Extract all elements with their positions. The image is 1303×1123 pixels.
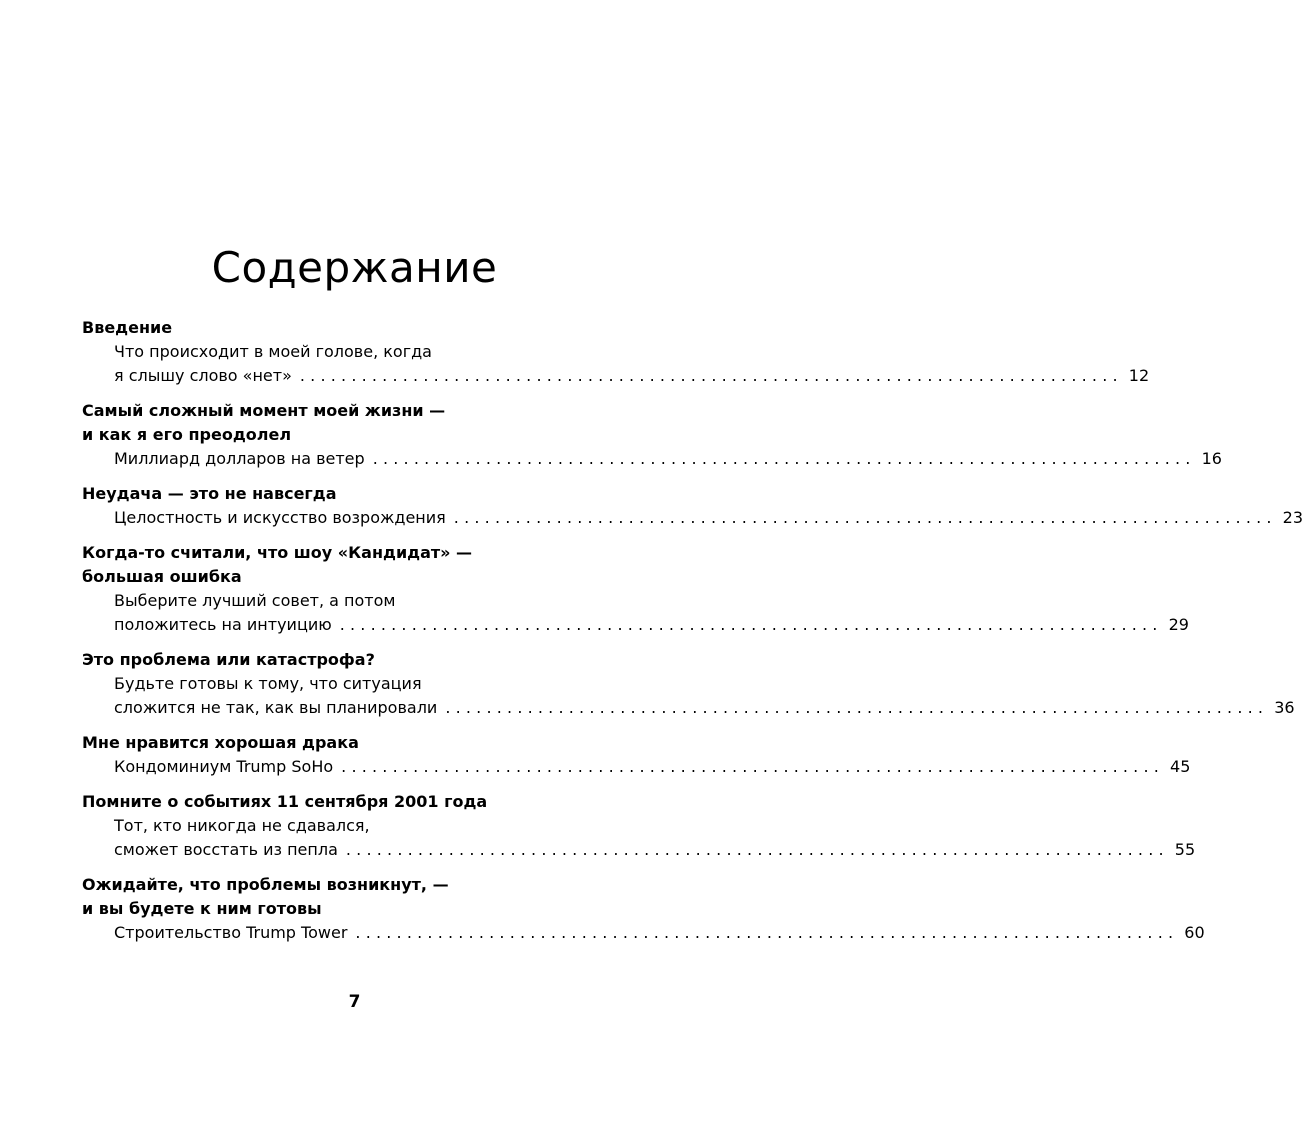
- page-title: Содержание: [211, 243, 498, 292]
- entry-text: Строительство Trump Tower: [114, 923, 348, 942]
- section-title: Помните о событиях 11 сентября 2001 года: [82, 792, 488, 811]
- dot-leader: ................................................................................: [345, 840, 1169, 859]
- section-title: Самый сложный момент моей жизни —: [82, 401, 446, 420]
- entry-text: Кондоминиум Trump SoHo: [114, 757, 334, 776]
- toc-entry: [114, 340, 1150, 388]
- section-title: Когда-то считали, что шоу «Кандидат» —: [82, 543, 473, 562]
- page-number: 23: [1282, 508, 1303, 527]
- page-number: 12: [1128, 366, 1150, 385]
- section-title: и как я его преодолел: [82, 425, 292, 444]
- toc-section: [82, 316, 1150, 388]
- toc-entry: [114, 921, 1205, 945]
- toc-entry: [114, 814, 1196, 862]
- dot-leader: ................................................................................: [341, 757, 1165, 776]
- section-title: и вы будете к ним готовы: [82, 899, 322, 918]
- page-number: 45: [1170, 757, 1191, 776]
- page-number: 29: [1168, 615, 1189, 634]
- entry-text: сможет восстать из пепла: [114, 840, 338, 859]
- toc-entry: [114, 506, 1303, 530]
- toc-section: [82, 541, 1189, 637]
- toc-section: [82, 482, 1303, 530]
- page-number: 60: [1184, 923, 1205, 942]
- dot-leader: ................................................................................: [453, 508, 1277, 527]
- entry-text: Миллиард долларов на ветер: [114, 449, 365, 468]
- toc-section: [82, 731, 1191, 779]
- dot-leader: ................................................................................: [372, 449, 1196, 468]
- dot-leader: ................................................................................: [339, 615, 1163, 634]
- page-number: 16: [1201, 449, 1222, 468]
- section-title: Это проблема или катастрофа?: [82, 650, 375, 669]
- toc-section: [82, 873, 1205, 945]
- entry-text: Будьте готовы к тому, что ситуация: [114, 674, 422, 693]
- toc-section: [82, 399, 1222, 471]
- toc-entry: [114, 447, 1222, 471]
- section-title: большая ошибка: [82, 567, 242, 586]
- section-title: Мне нравится хорошая драка: [82, 733, 359, 752]
- entry-text: положитесь на интуицию: [114, 615, 332, 634]
- page-number: 36: [1274, 698, 1295, 717]
- toc-section: [82, 790, 1196, 862]
- section-title: Ожидайте, что проблемы возникнут, —: [82, 875, 449, 894]
- entry-text: Выберите лучший совет, а потом: [114, 591, 396, 610]
- toc-entry: [114, 672, 1295, 720]
- toc-section: [82, 648, 1295, 720]
- toc-entry: [114, 755, 1191, 779]
- entry-text: Целостность и искусство возрождения: [114, 508, 446, 527]
- entry-text: я слышу слово «нет»: [114, 366, 292, 385]
- page-folio: 7: [348, 992, 361, 1012]
- table-of-contents: [82, 316, 1303, 956]
- section-title: Неудача — это не навсегда: [82, 484, 337, 503]
- toc-entry: [114, 589, 1189, 637]
- entry-text: Тот, кто никогда не сдавался,: [114, 816, 370, 835]
- page-number: 55: [1174, 840, 1196, 859]
- section-title: Введение: [82, 318, 173, 337]
- entry-text: Что происходит в моей голове, когда: [114, 342, 432, 361]
- dot-leader: ................................................................................: [299, 366, 1123, 385]
- entry-text: сложится не так, как вы планировали: [114, 698, 438, 717]
- dot-leader: ................................................................................: [445, 698, 1269, 717]
- dot-leader: ................................................................................: [355, 923, 1179, 942]
